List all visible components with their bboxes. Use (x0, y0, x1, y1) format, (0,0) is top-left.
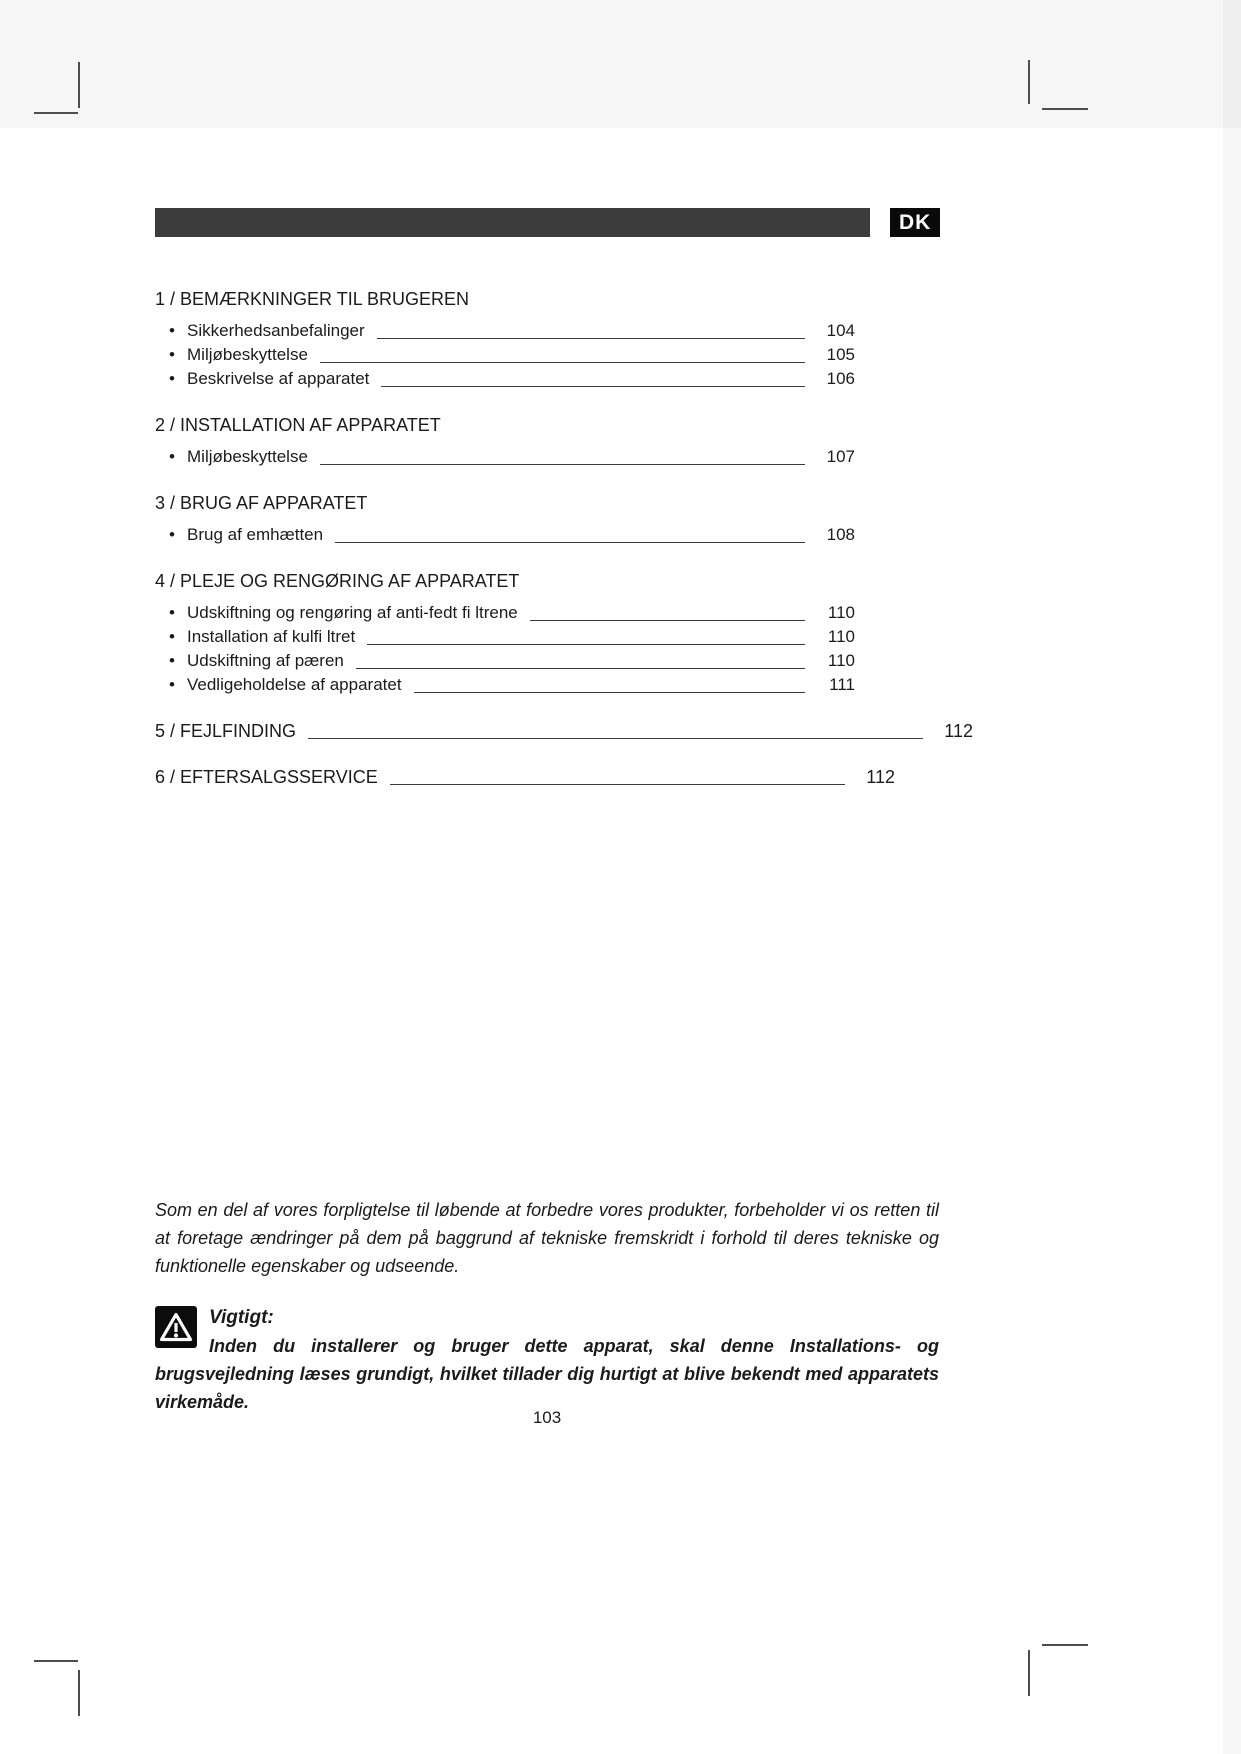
toc-page-number: 108 (826, 525, 855, 544)
leader-line (390, 784, 845, 785)
leader-line (367, 644, 805, 645)
toc-section (155, 287, 945, 391)
toc-item-label: Brug af emhætten (187, 525, 324, 544)
crop-mark (78, 1670, 80, 1716)
warning-icon (155, 1306, 197, 1348)
toc-item (155, 367, 855, 391)
toc-section (155, 413, 945, 469)
toc-section (155, 569, 945, 697)
leader-line (356, 668, 805, 669)
toc-heading-row (155, 287, 945, 311)
disclaimer-text: Som en del af vores forpligtelse til løbende at forbedre vores produkter, forbeholder vi os retten til at foretage ændringer på dem på baggrund af tekniske fremskridt i forhold til deres tekniske og funktionelle egenskaber og udseende. (155, 1200, 939, 1276)
toc-page-number: 110 (827, 603, 855, 622)
toc-page-number: 104 (826, 321, 855, 340)
leader-line (320, 362, 805, 363)
scan-shade-right (1223, 0, 1241, 1754)
crop-mark (34, 112, 78, 114)
bottom-blocks (155, 1196, 939, 1416)
toc-page-number: 110 (827, 651, 855, 670)
header-row (155, 208, 945, 237)
toc-heading-label: 4 / PLEJE OG RENGØRING AF APPARATET (155, 571, 520, 591)
bullet-icon: • (169, 321, 175, 340)
toc-item (155, 673, 855, 697)
toc-heading-row (155, 569, 945, 593)
leader-line (381, 386, 805, 387)
toc-item-label: Vedligeholdelse af apparatet (187, 675, 402, 694)
toc-item (155, 625, 855, 649)
bullet-icon: • (169, 369, 175, 388)
leader-line (335, 542, 805, 543)
toc-page-number: 105 (826, 345, 855, 364)
toc-section (155, 491, 945, 547)
toc-heading-label: 3 / BRUG AF APPARATET (155, 493, 368, 513)
leader-line (414, 692, 805, 693)
important-note (155, 1304, 939, 1416)
toc-heading-row (155, 765, 895, 789)
toc-item (155, 445, 855, 469)
toc-item-label: Beskrivelse af apparatet (187, 369, 370, 388)
toc-page-number: 110 (827, 627, 855, 646)
bullet-icon: • (169, 525, 175, 544)
toc-heading-row (155, 413, 945, 437)
toc-item (155, 319, 855, 343)
leader-line (530, 620, 805, 621)
page-number: 103 (532, 1408, 562, 1427)
important-label: Vigtigt: (209, 1307, 274, 1328)
crop-mark (1042, 108, 1088, 110)
toc-item (155, 601, 855, 625)
toc-page-number: 111 (829, 675, 855, 694)
toc-page-number: 112 (866, 767, 895, 787)
bullet-icon: • (169, 651, 175, 670)
important-text: Inden du installerer og bruger dette apparat, skal denne Installations- og brugsvejledning læses grundigt, hvilket tillader dig hurtigt at blive bekendt med apparatets virkemåde. (155, 1336, 939, 1412)
toc-item-label: Udskiftning af pæren (187, 651, 344, 670)
bullet-icon: • (169, 603, 175, 622)
toc-heading-label: 6 / EFTERSALGSSERVICE (155, 767, 378, 787)
leader-line (320, 464, 805, 465)
bullet-icon: • (169, 345, 175, 364)
crop-mark (1042, 1644, 1088, 1646)
toc-section (155, 765, 945, 789)
language-badge: DK (890, 208, 940, 237)
toc-heading-row (155, 491, 945, 515)
crop-mark (1028, 1650, 1030, 1696)
toc-heading-label: 2 / INSTALLATION AF APPARATET (155, 415, 441, 435)
toc-item-label: Installation af kulfi ltret (187, 627, 356, 646)
toc-item (155, 649, 855, 673)
toc (155, 287, 973, 789)
toc-heading-label: 1 / BEMÆRKNINGER TIL BRUGEREN (155, 289, 470, 309)
toc-item-label: Miljøbeskyttelse (187, 345, 308, 364)
toc-item (155, 343, 855, 367)
leader-line (377, 338, 805, 339)
content-area (155, 208, 973, 811)
crop-mark (78, 62, 80, 108)
toc-section (155, 719, 973, 743)
toc-heading-row (155, 719, 973, 743)
toc-item-label: Miljøbeskyttelse (187, 447, 308, 466)
leader-line (308, 738, 923, 739)
header-bar (155, 208, 870, 237)
toc-page-number: 112 (944, 721, 973, 741)
toc-item-label: Udskiftning og rengøring af anti-fedt fi ltrene (187, 603, 518, 622)
toc-item (155, 523, 855, 547)
crop-mark (34, 1660, 78, 1662)
bullet-icon: • (169, 447, 175, 466)
bullet-icon: • (169, 627, 175, 646)
bullet-icon: • (169, 675, 175, 694)
toc-heading-label: 5 / FEJLFINDING (155, 721, 297, 741)
toc-item-label: Sikkerhedsanbefalinger (187, 321, 365, 340)
toc-page-number: 107 (826, 447, 855, 466)
crop-mark (1028, 60, 1030, 104)
toc-page-number: 106 (826, 369, 855, 388)
